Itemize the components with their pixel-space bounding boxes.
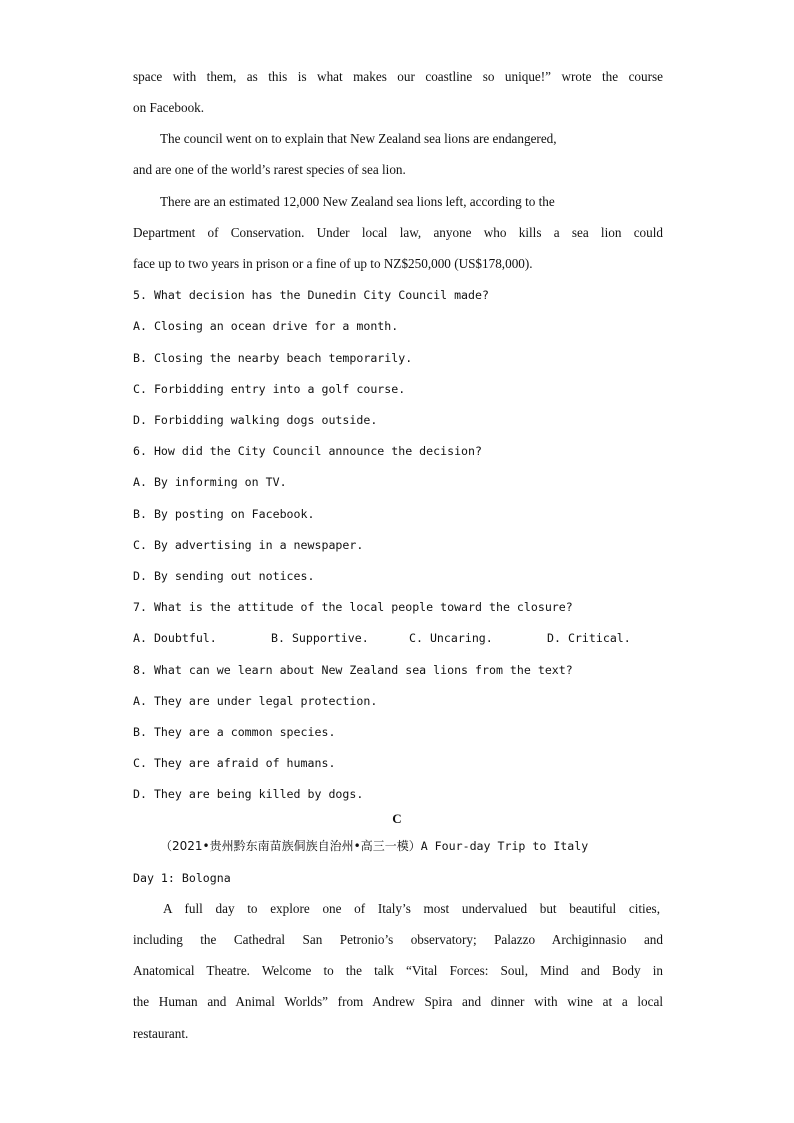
answer-option: A. Closing an ocean drive for a month. — [133, 319, 399, 333]
passage-line: and are one of the world’s rarest species of sea lion. — [133, 162, 406, 177]
answer-option: B. Closing the nearby beach temporarily. — [133, 351, 413, 365]
source-note: （2021•贵州黔东南苗族侗族自治州•高三一模） — [160, 839, 421, 853]
passage-line: space with them, as this is what makes our coastline so unique!ˮ wrote the course — [133, 69, 663, 84]
passage-line: There are an estimated 12,000 New Zealand sea lions left, according to the — [160, 194, 555, 209]
question-stem: 7. What is the attitude of the local people toward the closure? — [133, 600, 573, 614]
answer-option: A. They are under legal protection. — [133, 694, 378, 708]
passage-line: restaurant. — [133, 1026, 189, 1041]
question-stem: 5. What decision has the Dunedin City Council made? — [133, 288, 489, 302]
passage-line: Anatomical Theatre. Welcome to the talk “Vital Forces: Soul, Mind and Body in — [133, 963, 663, 978]
answer-option: B. By posting on Facebook. — [133, 507, 315, 521]
passage-line: on Facebook. — [133, 100, 205, 115]
answer-option: C. By advertising in a newspaper. — [133, 538, 364, 552]
answer-option: D. Critical. — [547, 631, 631, 645]
section-title-line — [160, 838, 660, 854]
section-heading: C — [392, 811, 402, 826]
passage-title: A Four-day Trip to Italy — [420, 839, 589, 853]
answer-option: D. They are being killed by dogs. — [133, 787, 364, 801]
answer-option: B. They are a common species. — [133, 725, 336, 739]
question-stem: 8. What can we learn about New Zealand sea lions from the text? — [133, 663, 573, 677]
answer-options-row — [133, 630, 663, 646]
answer-option: C. Forbidding entry into a golf course. — [133, 382, 406, 396]
answer-option: D. By sending out notices. — [133, 569, 315, 583]
answer-option: C. Uncaring. — [409, 631, 493, 645]
passage-line: the Human and Animal Worldsˮ from Andrew Spira and dinner with wine at a local — [133, 994, 663, 1009]
passage-line: The council went on to explain that New Zealand sea lions are endangered, — [160, 131, 557, 146]
passage-line: A full day to explore one of Italy’s most undervalued but beautiful cities, — [163, 901, 660, 916]
answer-option: C. They are afraid of humans. — [133, 756, 336, 770]
answer-option: A. Doubtful. — [133, 631, 217, 645]
answer-option: D. Forbidding walking dogs outside. — [133, 413, 378, 427]
question-stem: 6. How did the City Council announce the decision? — [133, 444, 483, 458]
answer-option: B. Supportive. — [271, 631, 369, 645]
answer-option: A. By informing on TV. — [133, 475, 287, 489]
passage-line: Department of Conservation. Under local law, anyone who kills a sea lion could — [133, 225, 663, 240]
passage-line: face up to two years in prison or a fine of up to NZ$250,000 (US$178,000). — [133, 256, 533, 271]
day-heading: Day 1: Bologna — [133, 871, 231, 885]
passage-line: including the Cathedral San Petronio’s observatory; Palazzo Archiginnasio and — [133, 932, 663, 947]
